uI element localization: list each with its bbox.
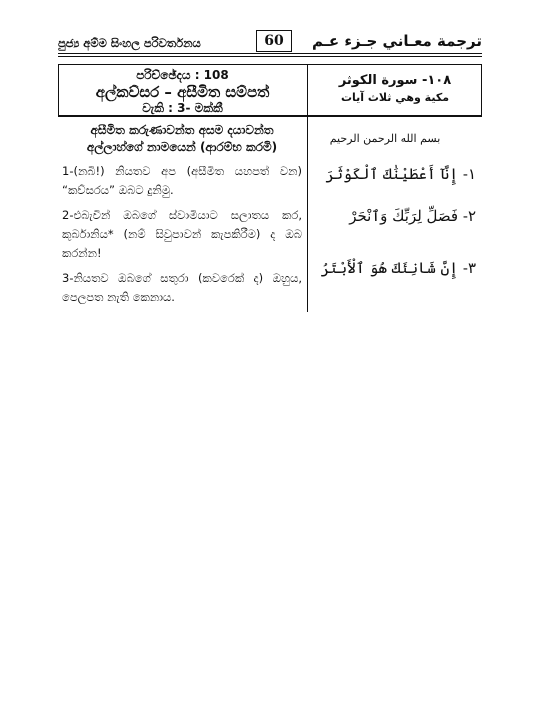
sura-title-sinhala <box>58 68 307 115</box>
verse-1: 1-(නබි!) නියතව අප (අසීමිත යහපත් වන) “කව්සරය” ඔබට දුනිමු. <box>62 164 302 197</box>
basmala: بسم الله الرحمن الرحيم <box>329 132 441 145</box>
sura-meta-arabic: مكية وهي ثلاث آيات <box>340 91 450 104</box>
ayah-2: ٢- فَصَلِّ لِرَبِّكَ وَٱنْحَرْ <box>349 207 476 225</box>
chapter-line: පරිච්ඡේදය : 108 <box>136 68 229 82</box>
verses-count: වැකි : 3- මක්කී <box>142 101 223 115</box>
ayah-3: ٣- إِنَّ شَانِئَكَ هُوَ ٱلْأَبْتَرُ <box>320 259 476 277</box>
invocation-line-2: අල්ලාහ්ගේ නාමයෙන් (ආරම්භ කරමි) <box>86 140 278 154</box>
page-number: 60 <box>256 30 292 52</box>
sinhala-translation <box>62 122 302 307</box>
title-divider <box>58 116 482 117</box>
header-rule <box>58 53 482 54</box>
header-rule-thin <box>58 56 482 57</box>
verse-2: 2-එබැවින් ඔබගේ ස්වාමියාට සලාතය කර, කුර්බානිය* (නම් සිවුපාවන් කැපකිරීම) ද ඔබ කරන්න! <box>62 208 302 260</box>
header-right-title: ترجمة معـاني جـزء عـم <box>312 32 482 50</box>
sura-name-arabic: ١٠٨- سورة الكوثر <box>338 73 452 88</box>
ayah-1: ١- إِنَّآ أَعْطَيْنَٰكَ ٱلْكَوْثَرَ <box>325 165 476 183</box>
header-left-title: පුජ්‍ය අම්ම සිංහල පරිවර්තනය <box>58 36 201 50</box>
page-header <box>58 30 482 54</box>
sura-title-arabic <box>308 72 482 106</box>
verse-3: 3-නියතව ඔබගේ සතුරා (කවරෙක් ද) ඔහුය, පෙලපත නැති කෙනාය. <box>62 271 302 304</box>
invocation <box>62 122 302 156</box>
sura-name: අල්කව්සර – අසීමිත සම්පත් <box>95 83 270 101</box>
arabic-text <box>314 122 476 279</box>
invocation-line-1: අසීමිත කරුණාවන්ත අසම දයාවන්ත <box>90 123 274 137</box>
sura-table <box>58 64 482 312</box>
